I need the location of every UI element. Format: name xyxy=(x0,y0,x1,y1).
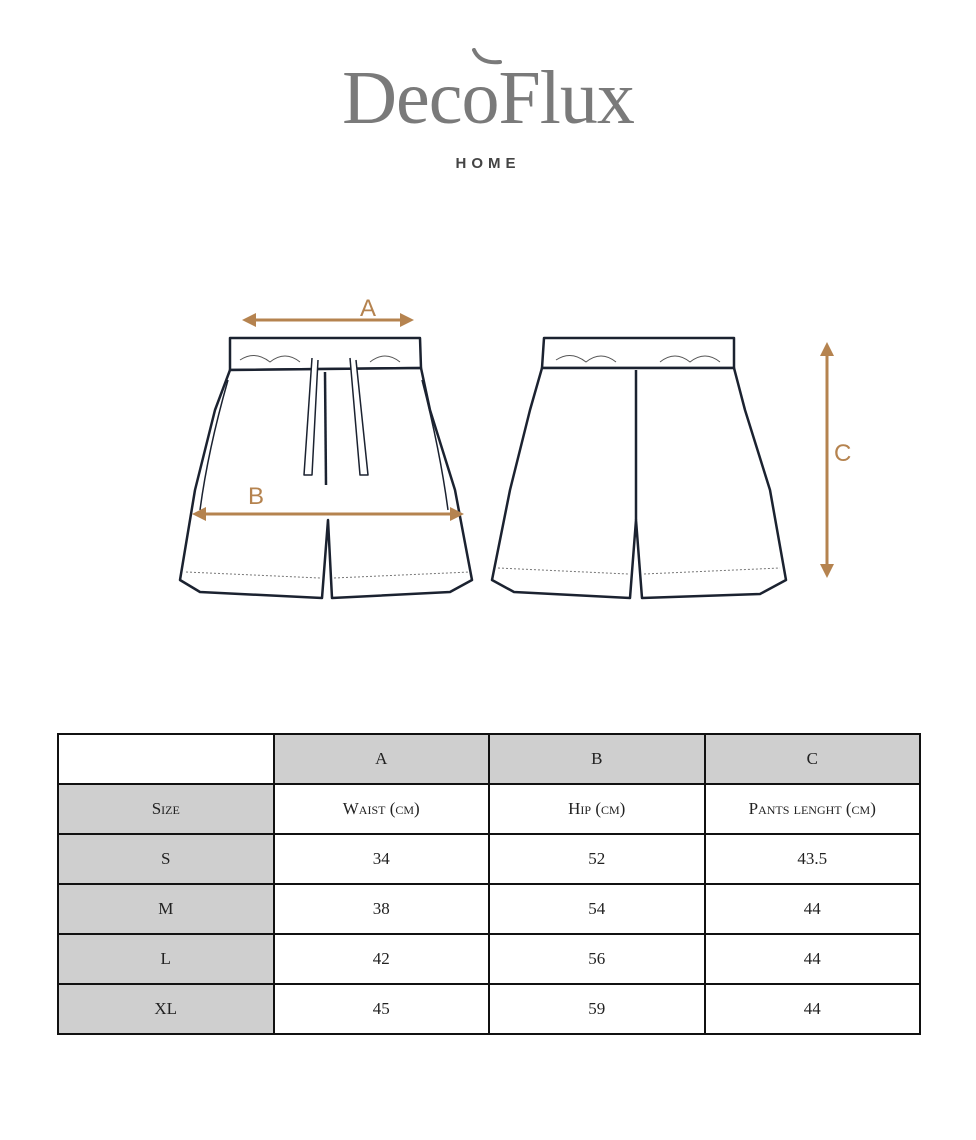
hip-cell: 59 xyxy=(489,984,705,1034)
waist-cell: 38 xyxy=(274,884,490,934)
size-cell: XL xyxy=(58,984,274,1034)
size-cell: S xyxy=(58,834,274,884)
brand-tagline: HOME xyxy=(455,155,521,172)
length-cell: 43.5 xyxy=(705,834,921,884)
table-header-cell: Waist (cm) xyxy=(274,784,490,834)
table-header-cell: C xyxy=(705,734,921,784)
table-header-letters-row xyxy=(58,734,920,784)
dimension-c-label: C xyxy=(834,440,852,467)
waist-cell: 34 xyxy=(274,834,490,884)
dimension-a-label: A xyxy=(360,295,377,322)
size-cell: M xyxy=(58,884,274,934)
dimension-c-arrow xyxy=(820,342,834,578)
table-row xyxy=(58,984,920,1034)
length-cell: 44 xyxy=(705,984,921,1034)
table-header-cell: Pants lenght (cm) xyxy=(705,784,921,834)
table-header-labels-row xyxy=(58,784,920,834)
table-header-cell: Size xyxy=(58,784,274,834)
brand-name: DecoFlux xyxy=(342,56,634,140)
table-header-cell: Hip (cm) xyxy=(489,784,705,834)
size-cell: L xyxy=(58,934,274,984)
size-chart-table xyxy=(57,733,921,1035)
shorts-illustration xyxy=(0,280,976,620)
dimension-b-label: B xyxy=(248,483,265,510)
length-cell: 44 xyxy=(705,934,921,984)
table-header-cell: B xyxy=(489,734,705,784)
table-header-cell: A xyxy=(274,734,490,784)
table-header-cell xyxy=(58,734,274,784)
hip-cell: 54 xyxy=(489,884,705,934)
back-shorts xyxy=(492,338,786,598)
waist-cell: 45 xyxy=(274,984,490,1034)
table-row xyxy=(58,934,920,984)
table-row xyxy=(58,834,920,884)
length-cell: 44 xyxy=(705,884,921,934)
front-shorts xyxy=(180,338,472,598)
dimension-a-arrow xyxy=(242,313,414,327)
table-row xyxy=(58,884,920,934)
hip-cell: 52 xyxy=(489,834,705,884)
waist-cell: 42 xyxy=(274,934,490,984)
hip-cell: 56 xyxy=(489,934,705,984)
